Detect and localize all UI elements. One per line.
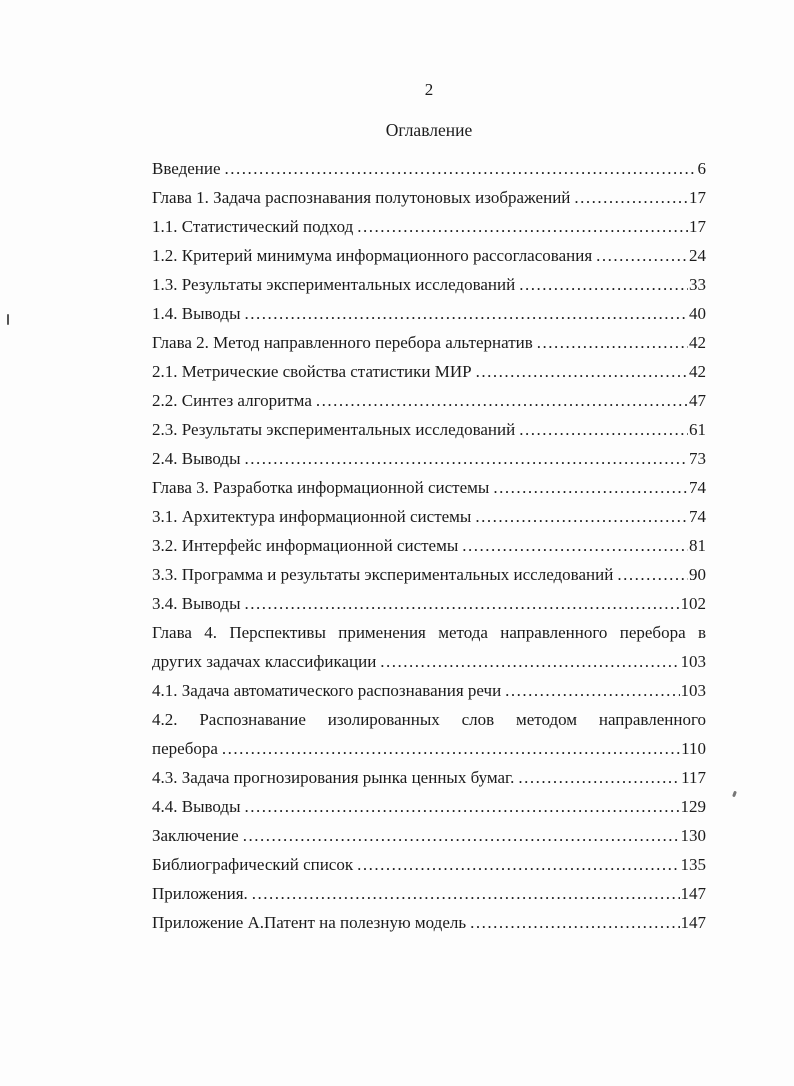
- toc-entry-page: 61: [689, 420, 706, 439]
- dot-leader: [245, 589, 680, 618]
- toc-entry-text: 3.2. Интерфейс информационной системы: [152, 536, 459, 555]
- toc-entry-page: 73: [689, 449, 706, 468]
- dot-leader: [617, 560, 688, 589]
- toc-entry-row: [152, 531, 706, 560]
- toc-entry: [152, 879, 706, 908]
- toc-entry-text: Глава 3. Разработка информационной системы: [152, 478, 490, 497]
- toc-entry-page: 74: [689, 507, 706, 526]
- dot-leader: [357, 212, 688, 241]
- dot-leader: [519, 270, 688, 299]
- toc-entry-row: [152, 270, 706, 299]
- toc-entry: [152, 444, 706, 473]
- toc-entry-text: Глава 2. Метод направленного перебора альтернатив: [152, 333, 533, 352]
- dot-leader: [493, 473, 688, 502]
- toc-entry-text: 4.1. Задача автоматического распознавания речи: [152, 681, 502, 700]
- dot-leader: [245, 444, 688, 473]
- dot-leader: [245, 299, 688, 328]
- dot-leader: [225, 154, 697, 183]
- toc-entry-text: 3.1. Архитектура информационной системы: [152, 507, 472, 526]
- toc-entry-row: [152, 879, 706, 908]
- toc-entry: [152, 270, 706, 299]
- toc-entry-row: [152, 560, 706, 589]
- toc-entry: [152, 299, 706, 328]
- toc-entry: [152, 531, 706, 560]
- toc-entry-page: 103: [680, 681, 706, 700]
- toc-entry-row: [152, 647, 706, 676]
- toc-entry: [152, 386, 706, 415]
- toc-entry-page: 47: [689, 391, 706, 410]
- toc-entry-row: [152, 676, 706, 705]
- toc-entry-row: [152, 212, 706, 241]
- toc-entry-text: Заключение: [152, 826, 239, 845]
- toc-entry-text: 4.2. Распознавание изолированных слов методом направленного: [152, 710, 706, 729]
- toc-entry-text: 3.4. Выводы: [152, 594, 241, 613]
- scan-artifact-left: [7, 314, 9, 325]
- toc-entry-row: [152, 792, 706, 821]
- toc-entry-text: 4.4. Выводы: [152, 797, 241, 816]
- dot-leader: [476, 357, 688, 386]
- toc-entry-text: Глава 1. Задача распознавания полутоновых изображений: [152, 188, 571, 207]
- toc-entry-page: 17: [689, 188, 706, 207]
- toc-entry-row: [152, 589, 706, 618]
- toc-entry-row: [152, 183, 706, 212]
- toc-entry-text: 2.4. Выводы: [152, 449, 241, 468]
- toc-entry-text: других задачах классификации: [152, 652, 377, 671]
- toc-entry-page: 103: [680, 652, 706, 671]
- toc-entry-text: 1.4. Выводы: [152, 304, 241, 323]
- toc-entry-page: 17: [689, 217, 706, 236]
- toc-entry-row: [152, 763, 706, 792]
- toc-entry-row: [152, 386, 706, 415]
- toc-entry: [152, 908, 706, 937]
- toc-entry: [152, 560, 706, 589]
- dot-leader: [519, 415, 688, 444]
- toc-entry-page: 117: [681, 768, 706, 787]
- toc-entry-page: 102: [680, 594, 706, 613]
- toc-entry: [152, 618, 706, 676]
- toc-entry-row: [152, 850, 706, 879]
- toc-entry-text: Библиографический список: [152, 855, 354, 874]
- toc-entry-row: [152, 357, 706, 386]
- dot-leader: [574, 183, 688, 212]
- toc-entry-text: Приложения.: [152, 884, 248, 903]
- toc-entry-page: 40: [689, 304, 706, 323]
- toc-entry-text: 4.3. Задача прогнозирования рынка ценных бумаг.: [152, 768, 515, 787]
- toc-entry-row: [152, 444, 706, 473]
- toc-entry-page: 147: [680, 884, 706, 903]
- toc-entry-text: 1.1. Статистический подход: [152, 217, 354, 236]
- toc-entry-text: перебора: [152, 739, 218, 758]
- scan-artifact-right: [732, 791, 737, 798]
- dot-leader: [252, 879, 680, 908]
- toc-entry-text: 3.3. Программа и результаты экспериментальных исследований: [152, 565, 614, 584]
- toc-entry-text: Глава 4. Перспективы применения метода направленного перебора в: [152, 623, 706, 642]
- toc-entry-row: [152, 821, 706, 850]
- toc-entry-page: 147: [680, 913, 706, 932]
- toc-entry-page: 74: [689, 478, 706, 497]
- toc-entry-text: 1.3. Результаты экспериментальных исследований: [152, 275, 516, 294]
- toc-entry: [152, 821, 706, 850]
- dot-leader: [243, 821, 680, 850]
- toc-entry-page: 130: [680, 826, 706, 845]
- toc-entry-text: 1.2. Критерий минимума информационного рассогласования: [152, 246, 593, 265]
- toc-entry: [152, 792, 706, 821]
- page-title: Оглавление: [385, 120, 473, 140]
- toc-entry: [152, 154, 706, 183]
- toc-entry-page: 90: [689, 565, 706, 584]
- toc-entry-row: [152, 154, 706, 183]
- toc-entry: [152, 357, 706, 386]
- dot-leader: [537, 328, 688, 357]
- toc-entry-page: 42: [689, 362, 706, 381]
- dot-leader: [380, 647, 679, 676]
- toc-entry: [152, 589, 706, 618]
- toc-entry-page: 110: [681, 739, 706, 758]
- toc-entry-text: 2.3. Результаты экспериментальных исследований: [152, 420, 516, 439]
- toc-entry-page: 81: [689, 536, 706, 555]
- dot-leader: [596, 241, 688, 270]
- toc-entry-page: 33: [689, 275, 706, 294]
- dot-leader: [518, 763, 680, 792]
- toc-entry-page: 24: [689, 246, 706, 265]
- dot-leader: [357, 850, 679, 879]
- toc-entry: [152, 705, 706, 763]
- toc-entry: [152, 183, 706, 212]
- toc-entry-page: 129: [680, 797, 706, 816]
- toc-entry-text: Введение: [152, 159, 221, 178]
- toc-entry-text: 2.2. Синтез алгоритма: [152, 391, 312, 410]
- dot-leader: [316, 386, 688, 415]
- toc-entry: [152, 212, 706, 241]
- toc-entry-text: Приложение А.Патент на полезную модель: [152, 913, 467, 932]
- toc-entry: [152, 415, 706, 444]
- toc-entry-row: [152, 328, 706, 357]
- toc-entry: [152, 473, 706, 502]
- toc-entry-text: 2.1. Метрические свойства статистики МИР: [152, 362, 472, 381]
- toc-entry: [152, 850, 706, 879]
- toc-entry-row: [152, 908, 706, 937]
- toc-entry-row: [152, 299, 706, 328]
- toc-entry: [152, 763, 706, 792]
- toc-entry-row: [152, 473, 706, 502]
- toc-entry-row: [152, 415, 706, 444]
- dot-leader: [470, 908, 679, 937]
- toc-entry-page: 135: [680, 855, 706, 874]
- table-of-contents: [152, 154, 706, 937]
- toc-entry: [152, 328, 706, 357]
- page-content: [152, 80, 706, 937]
- dot-leader: [475, 502, 688, 531]
- toc-entry-page: 42: [689, 333, 706, 352]
- toc-entry: [152, 502, 706, 531]
- dot-leader: [505, 676, 679, 705]
- dot-leader: [245, 792, 680, 821]
- dot-leader: [222, 734, 680, 763]
- dot-leader: [462, 531, 688, 560]
- toc-entry-row: [152, 734, 706, 763]
- page-number: 2: [424, 80, 434, 99]
- toc-entry-row: [152, 502, 706, 531]
- toc-entry-page: 6: [697, 159, 706, 178]
- toc-entry: [152, 676, 706, 705]
- toc-entry-row: [152, 241, 706, 270]
- toc-entry: [152, 241, 706, 270]
